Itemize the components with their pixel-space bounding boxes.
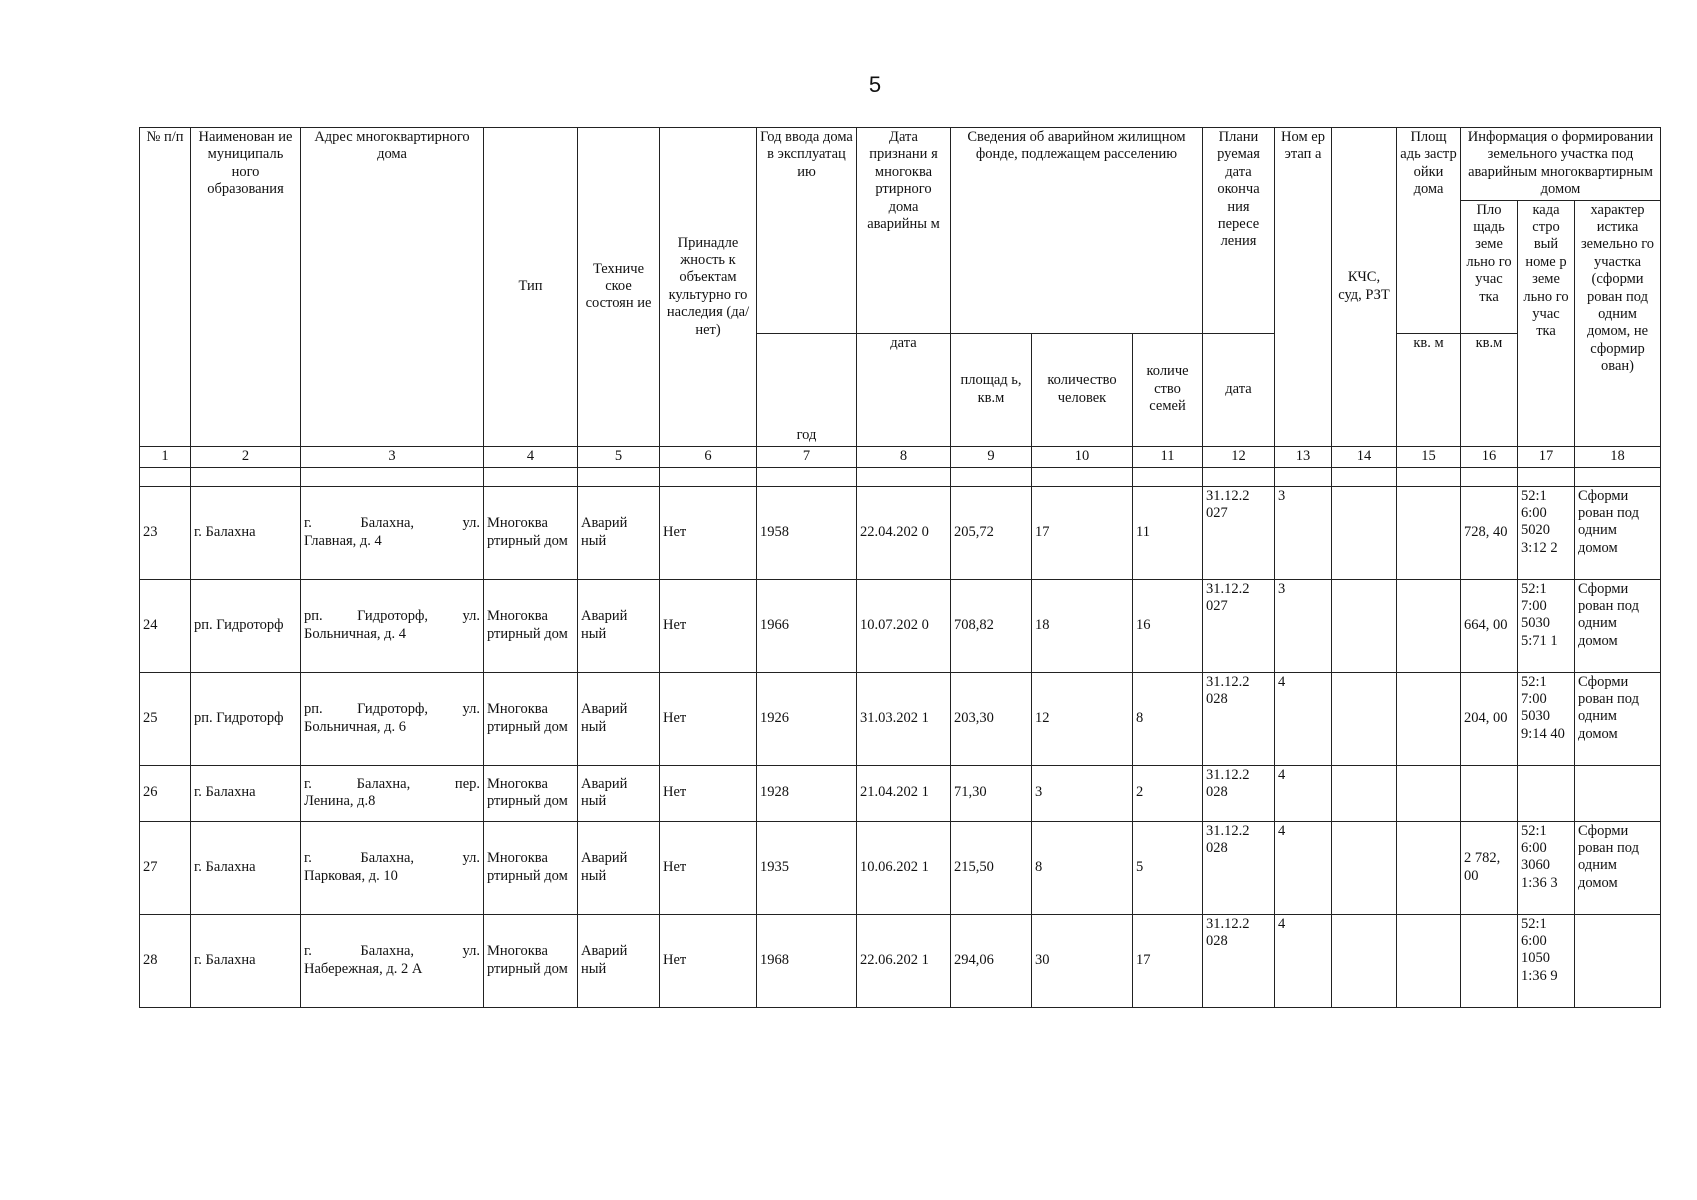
header-planned-date-unit: дата <box>1203 333 1275 446</box>
row-municipality: рп. Гидроторф <box>191 579 301 672</box>
header-emergency-date: Дата признани я многоква ртирного дома аварийны м <box>857 128 951 334</box>
row-address <box>301 672 484 765</box>
row-families-count: 11 <box>1133 486 1203 579</box>
header-stage-number: Ном ер этап а <box>1275 128 1332 447</box>
row-planned-date: 31.12.2 028 <box>1203 765 1275 821</box>
row-emergency-date: 22.04.202 0 <box>857 486 951 579</box>
row-families-count: 2 <box>1133 765 1203 821</box>
column-number: 1 <box>140 446 191 467</box>
row-address <box>301 486 484 579</box>
column-number: 3 <box>301 446 484 467</box>
row-planned-date: 31.12.2 027 <box>1203 579 1275 672</box>
row-families-count: 8 <box>1133 672 1203 765</box>
row-address <box>301 765 484 821</box>
header-people-count: количество человек <box>1032 333 1133 446</box>
row-emergency-date: 22.06.202 1 <box>857 914 951 1007</box>
row-planned-date: 31.12.2 028 <box>1203 821 1275 914</box>
spacer-row <box>140 467 1661 486</box>
row-year-built: 1958 <box>757 486 857 579</box>
row-land-characteristic <box>1575 765 1661 821</box>
row-type: Многоква ртирный дом <box>484 765 578 821</box>
header-address: Адрес многоквартирного дома <box>301 128 484 447</box>
address-line-2: Набережная, д. 2 А <box>304 960 423 977</box>
row-land-area: 664, 00 <box>1461 579 1518 672</box>
row-kchs <box>1332 914 1397 1007</box>
header-land-characteristic: характер истика земельно го участка (сформи рован под одним домом, не сформир ован) <box>1575 200 1661 446</box>
row-people-count: 18 <box>1032 579 1133 672</box>
row-land-characteristic: Сформи рован под одним домом <box>1575 579 1661 672</box>
header-municipality: Наименован ие муниципаль ного образования <box>191 128 301 447</box>
row-cadastral-number: 52:1 7:00 5030 5:71 1 <box>1518 579 1575 672</box>
address-line-1: г. Балахна, пер. <box>304 775 480 792</box>
column-number: 9 <box>951 446 1032 467</box>
table-row <box>140 821 1661 914</box>
column-number: 13 <box>1275 446 1332 467</box>
address-line-2: Больничная, д. 4 <box>304 625 407 642</box>
row-address <box>301 579 484 672</box>
header-year-unit: год <box>757 333 857 446</box>
row-kchs <box>1332 486 1397 579</box>
page-number: 5 <box>868 72 882 97</box>
address-line-2: Главная, д. 4 <box>304 532 382 549</box>
row-emergency-date: 21.04.202 1 <box>857 765 951 821</box>
row-building-area <box>1397 821 1461 914</box>
row-area: 205,72 <box>951 486 1032 579</box>
row-year-built: 1935 <box>757 821 857 914</box>
address-line-1: рп. Гидроторф, ул. <box>304 701 480 718</box>
row-address <box>301 914 484 1007</box>
header-year-built: Год ввода дома в эксплуатац ию <box>757 128 857 334</box>
row-heritage: Нет <box>660 765 757 821</box>
column-number: 18 <box>1575 446 1661 467</box>
table-row <box>140 486 1661 579</box>
address-line-1: г. Балахна, ул. <box>304 850 480 867</box>
row-municipality: г. Балахна <box>191 486 301 579</box>
row-stage-number: 3 <box>1275 486 1332 579</box>
address-line-1: рп. Гидроторф, ул. <box>304 608 480 625</box>
header-technical-state: Техниче ское состоян ие <box>578 128 660 447</box>
header-planned-date: Плани руемая дата оконча ния пересе ления <box>1203 128 1275 334</box>
row-building-area <box>1397 486 1461 579</box>
address-line-1: г. Балахна, ул. <box>304 515 480 532</box>
header-kchs: КЧС, суд, РЗТ <box>1332 128 1397 447</box>
column-number: 2 <box>191 446 301 467</box>
header-land-area-unit: кв.м <box>1461 333 1518 446</box>
row-type: Многоква ртирный дом <box>484 579 578 672</box>
row-people-count: 12 <box>1032 672 1133 765</box>
table-row <box>140 579 1661 672</box>
row-stage-number: 3 <box>1275 579 1332 672</box>
table-row <box>140 672 1661 765</box>
row-land-characteristic: Сформи рован под одним домом <box>1575 486 1661 579</box>
header-land-area: Пло щадь земе льно го учас тка <box>1461 200 1518 333</box>
row-heritage: Нет <box>660 821 757 914</box>
row-number: 28 <box>140 914 191 1007</box>
row-number: 24 <box>140 579 191 672</box>
row-planned-date: 31.12.2 028 <box>1203 672 1275 765</box>
row-land-characteristic: Сформи рован под одним домом <box>1575 821 1661 914</box>
row-cadastral-number: 52:1 6:00 3060 1:36 3 <box>1518 821 1575 914</box>
row-type: Многоква ртирный дом <box>484 914 578 1007</box>
row-area: 215,50 <box>951 821 1032 914</box>
row-area: 708,82 <box>951 579 1032 672</box>
header-land-plot-group: Информация о формировании земельного участка под аварийным многоквартирным домом <box>1461 128 1661 201</box>
header-families-count: количе ство семей <box>1133 333 1203 446</box>
header-cadastral-number: када стро вый номе р земе льно го учас тка <box>1518 200 1575 446</box>
row-families-count: 16 <box>1133 579 1203 672</box>
address-line-2: Больничная, д. 6 <box>304 718 407 735</box>
row-building-area <box>1397 765 1461 821</box>
row-number: 23 <box>140 486 191 579</box>
column-number: 15 <box>1397 446 1461 467</box>
row-people-count: 17 <box>1032 486 1133 579</box>
row-kchs <box>1332 579 1397 672</box>
row-stage-number: 4 <box>1275 672 1332 765</box>
row-kchs <box>1332 672 1397 765</box>
row-municipality: рп. Гидроторф <box>191 672 301 765</box>
row-building-area <box>1397 914 1461 1007</box>
row-type: Многоква ртирный дом <box>484 821 578 914</box>
row-address <box>301 821 484 914</box>
column-number: 11 <box>1133 446 1203 467</box>
address-line-2: Парковая, д. 10 <box>304 867 398 884</box>
header-building-area-unit: кв. м <box>1397 333 1461 446</box>
row-stage-number: 4 <box>1275 914 1332 1007</box>
row-land-characteristic <box>1575 914 1661 1007</box>
column-number: 16 <box>1461 446 1518 467</box>
row-technical-state: Аварий ный <box>578 579 660 672</box>
row-families-count: 5 <box>1133 821 1203 914</box>
address-line-1: г. Балахна, ул. <box>304 943 480 960</box>
row-number: 25 <box>140 672 191 765</box>
row-number: 26 <box>140 765 191 821</box>
header-date-unit: дата <box>857 333 951 446</box>
row-technical-state: Аварий ный <box>578 821 660 914</box>
row-area: 294,06 <box>951 914 1032 1007</box>
row-cadastral-number: 52:1 6:00 5020 3:12 2 <box>1518 486 1575 579</box>
emergency-housing-table <box>139 127 1661 1008</box>
row-planned-date: 31.12.2 028 <box>1203 914 1275 1007</box>
row-kchs <box>1332 821 1397 914</box>
row-planned-date: 31.12.2 027 <box>1203 486 1275 579</box>
row-land-area: 2 782, 00 <box>1461 821 1518 914</box>
table-row <box>140 914 1661 1007</box>
row-area: 71,30 <box>951 765 1032 821</box>
header-area: площад ь, кв.м <box>951 333 1032 446</box>
header-heritage: Принадле жность к объектам культурно го наследия (да/нет) <box>660 128 757 447</box>
table-row <box>140 765 1661 821</box>
row-land-characteristic: Сформи рован под одним домом <box>1575 672 1661 765</box>
row-technical-state: Аварий ный <box>578 672 660 765</box>
column-number: 4 <box>484 446 578 467</box>
row-heritage: Нет <box>660 672 757 765</box>
row-kchs <box>1332 765 1397 821</box>
row-stage-number: 4 <box>1275 765 1332 821</box>
row-building-area <box>1397 579 1461 672</box>
row-cadastral-number: 52:1 7:00 5030 9:14 40 <box>1518 672 1575 765</box>
row-area: 203,30 <box>951 672 1032 765</box>
row-technical-state: Аварий ный <box>578 914 660 1007</box>
row-people-count: 30 <box>1032 914 1133 1007</box>
row-year-built: 1968 <box>757 914 857 1007</box>
column-number: 17 <box>1518 446 1575 467</box>
row-municipality: г. Балахна <box>191 821 301 914</box>
row-people-count: 8 <box>1032 821 1133 914</box>
row-year-built: 1966 <box>757 579 857 672</box>
column-number: 8 <box>857 446 951 467</box>
row-type: Многоква ртирный дом <box>484 486 578 579</box>
row-land-area: 204, 00 <box>1461 672 1518 765</box>
column-number: 10 <box>1032 446 1133 467</box>
row-cadastral-number: 52:1 6:00 1050 1:36 9 <box>1518 914 1575 1007</box>
row-stage-number: 4 <box>1275 821 1332 914</box>
row-technical-state: Аварий ный <box>578 486 660 579</box>
column-number: 12 <box>1203 446 1275 467</box>
row-municipality: г. Балахна <box>191 765 301 821</box>
column-number: 5 <box>578 446 660 467</box>
header-type: Тип <box>484 128 578 447</box>
row-land-area <box>1461 914 1518 1007</box>
column-number: 14 <box>1332 446 1397 467</box>
row-families-count: 17 <box>1133 914 1203 1007</box>
row-type: Многоква ртирный дом <box>484 672 578 765</box>
row-building-area <box>1397 672 1461 765</box>
column-number: 6 <box>660 446 757 467</box>
address-line-2: Ленина, д.8 <box>304 793 376 810</box>
row-people-count: 3 <box>1032 765 1133 821</box>
row-land-area: 728, 40 <box>1461 486 1518 579</box>
row-heritage: Нет <box>660 914 757 1007</box>
row-year-built: 1926 <box>757 672 857 765</box>
row-land-area <box>1461 765 1518 821</box>
row-cadastral-number <box>1518 765 1575 821</box>
column-number: 7 <box>757 446 857 467</box>
row-emergency-date: 31.03.202 1 <box>857 672 951 765</box>
header-emergency-fund-group: Сведения об аварийном жилищном фонде, подлежащем расселению <box>951 128 1203 334</box>
row-technical-state: Аварий ный <box>578 765 660 821</box>
header-building-area: Площ адь застр ойки дома <box>1397 128 1461 334</box>
row-number: 27 <box>140 821 191 914</box>
row-heritage: Нет <box>660 579 757 672</box>
row-municipality: г. Балахна <box>191 914 301 1007</box>
row-year-built: 1928 <box>757 765 857 821</box>
row-emergency-date: 10.06.202 1 <box>857 821 951 914</box>
row-heritage: Нет <box>660 486 757 579</box>
header-number: № п/п <box>140 128 191 447</box>
row-emergency-date: 10.07.202 0 <box>857 579 951 672</box>
